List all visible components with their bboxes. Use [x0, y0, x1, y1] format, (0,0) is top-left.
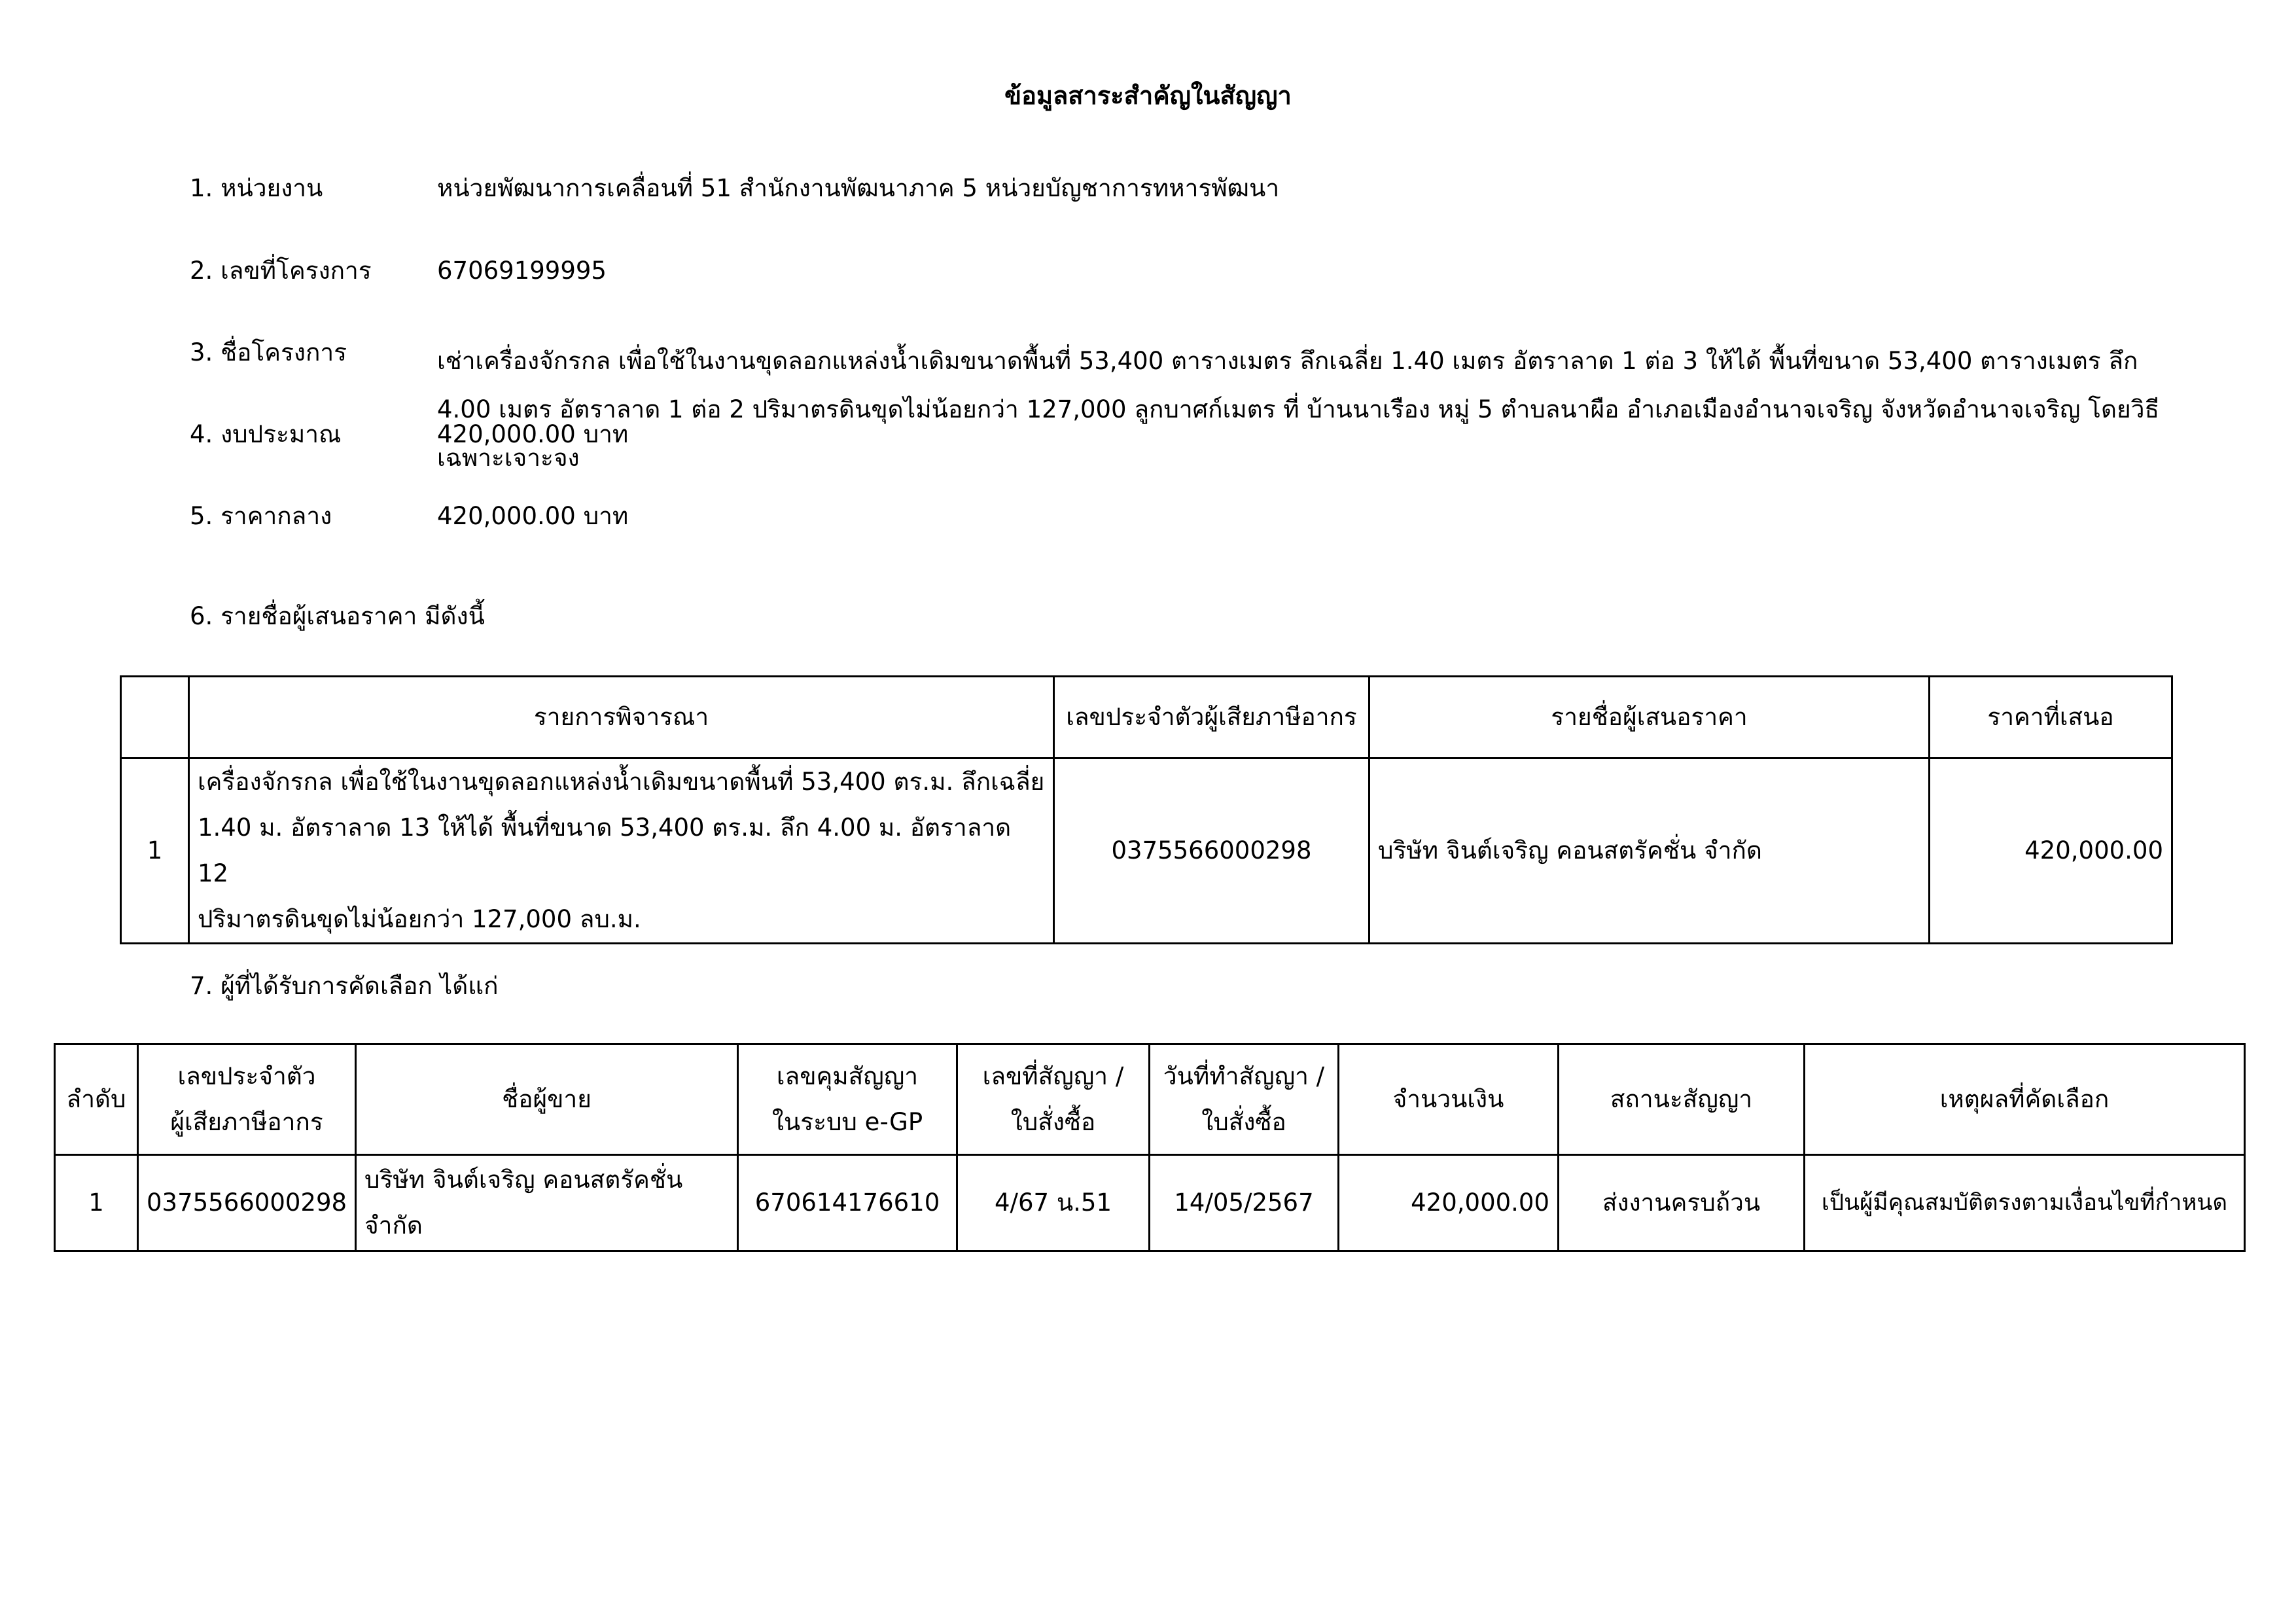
winners-header-row: [55, 1044, 2245, 1155]
bidder-row-name: บริษัท จินต์เจริญ คอนสตรัคชั่น จำกัด: [1369, 758, 1930, 944]
field-label-project-no: 2. เลขที่โครงการ: [190, 257, 372, 285]
winners-header-amount: จำนวนเงิน: [1339, 1044, 1559, 1155]
winner-row-seller: [356, 1155, 738, 1251]
winner-row-status: ส่งงานครบถ้วน: [1559, 1155, 1805, 1251]
bidder-row-price: 420,000.00: [1930, 758, 2172, 944]
bidders-table: [120, 675, 2173, 944]
bidder-row-tax-id: 0375566000298: [1054, 758, 1369, 944]
bidders-header-price: ราคาที่เสนอ: [1930, 677, 2172, 758]
field-value-project-no: 67069199995: [437, 257, 607, 285]
field-value-budget: 420,000.00 บาท: [437, 420, 629, 448]
table-row: [121, 758, 2172, 944]
field-value-agency: หน่วยพัฒนาการเคลื่อนที่ 51 สำนักงานพัฒนาภาค 5 หน่วยบัญชาการทหารพัฒนา: [437, 174, 1280, 202]
winners-header-tax-id: เลขประจำตัว ผู้เสียภาษีอากร: [138, 1044, 356, 1155]
field-value-median-price: 420,000.00 บาท: [437, 502, 629, 530]
winners-header-no: ลำดับ: [55, 1044, 138, 1155]
bidders-header-item: รายการพิจารณา: [189, 677, 1054, 758]
bidder-item-line: 1.40 ม. อัตราลาด 13 ให้ได้ พื้นที่ขนาด 53,400 ตร.ม. ลึก 4.00 ม. อัตราลาด 12: [198, 813, 1012, 887]
field-label-budget: 4. งบประมาณ: [190, 420, 342, 448]
winners-header-reason: เหตุผลที่คัดเลือก: [1805, 1044, 2245, 1155]
winners-header-egp-no: เลขคุมสัญญา ในระบบ e-GP: [738, 1044, 957, 1155]
winner-row-egp-no: 670614176610: [738, 1155, 957, 1251]
field-label-project-name: 3. ชื่อโครงการ: [190, 338, 347, 366]
section7-heading: 7. ผู้ที่ได้รับการคัดเลือก ได้แก่: [190, 972, 499, 1000]
bidders-header-tax-id: เลขประจำตัวผู้เสียภาษีอากร: [1054, 677, 1369, 758]
document-title: ข้อมูลสาระสำคัญในสัญญา: [1004, 81, 1292, 110]
winners-header-seller: ชื่อผู้ขาย: [356, 1044, 738, 1155]
bidders-header-bidder: รายชื่อผู้เสนอราคา: [1369, 677, 1930, 758]
winner-seller-line: บริษัท จินต์เจริญ คอนสตรัคชั่น: [364, 1166, 683, 1194]
winner-row-reason: เป็นผู้มีคุณสมบัติตรงตามเงื่อนไขที่กำหนด: [1805, 1155, 2245, 1251]
section6-heading: 6. รายชื่อผู้เสนอราคา มีดังนี้: [190, 602, 485, 630]
table-row: [55, 1155, 2245, 1251]
winner-seller-line: จำกัด: [364, 1211, 423, 1240]
field-value-project-name: เช่าเครื่องจักรกล เพื่อใช้ในงานขุดลอกแหล่งน้ำเดิมขนาดพื้นที่ 53,400 ตารางเมตร ลึกเฉลี่ย 1.40 เมตร อัตราลาด 1 ต่อ 3 ให้ได้ พื้นที่ขนาด 53,400 ตารางเมตร ลึก 4.00 เมตร อัตราลาด 1 ต่อ 2 ปริมาตรดินขุดไม่น้อยกว่า 127,000 ลูกบาศก์เมตร ที่ บ้านนาเรือง หมู่ 5 ตำบลนาผือ อำเภอเมืองอำนาจเจริญ จังหวัดอำนาจเจริญ โดยวิธีเฉพาะเจาะจง: [437, 347, 2160, 472]
bidders-header-no: [121, 677, 189, 758]
winners-header-contract-no: เลขที่สัญญา / ใบสั่งซื้อ: [957, 1044, 1150, 1155]
winner-row-tax-id: 0375566000298: [138, 1155, 356, 1251]
bidder-row-no: 1: [121, 758, 189, 944]
winners-header-contract-date: วันที่ทำสัญญา / ใบสั่งซื้อ: [1150, 1044, 1339, 1155]
bidder-row-item: [189, 758, 1054, 944]
winner-row-contract-date: 14/05/2567: [1150, 1155, 1339, 1251]
winner-row-amount: 420,000.00: [1339, 1155, 1559, 1251]
field-label-agency: 1. หน่วยงาน: [190, 174, 323, 202]
bidder-item-line: ปริมาตรดินขุดไม่น้อยกว่า 127,000 ลบ.ม.: [198, 905, 641, 933]
winner-row-no: 1: [55, 1155, 138, 1251]
winner-row-contract-no: 4/67 น.51: [957, 1155, 1150, 1251]
bidder-item-line: เครื่องจักรกล เพื่อใช้ในงานขุดลอกแหล่งน้ำเดิมขนาดพื้นที่ 53,400 ตร.ม. ลึกเฉลี่ย: [198, 768, 1045, 796]
winners-header-status: สถานะสัญญา: [1559, 1044, 1805, 1155]
bidders-header-row: [121, 677, 2172, 758]
winners-table: [54, 1043, 2246, 1252]
field-label-median-price: 5. ราคากลาง: [190, 502, 332, 530]
